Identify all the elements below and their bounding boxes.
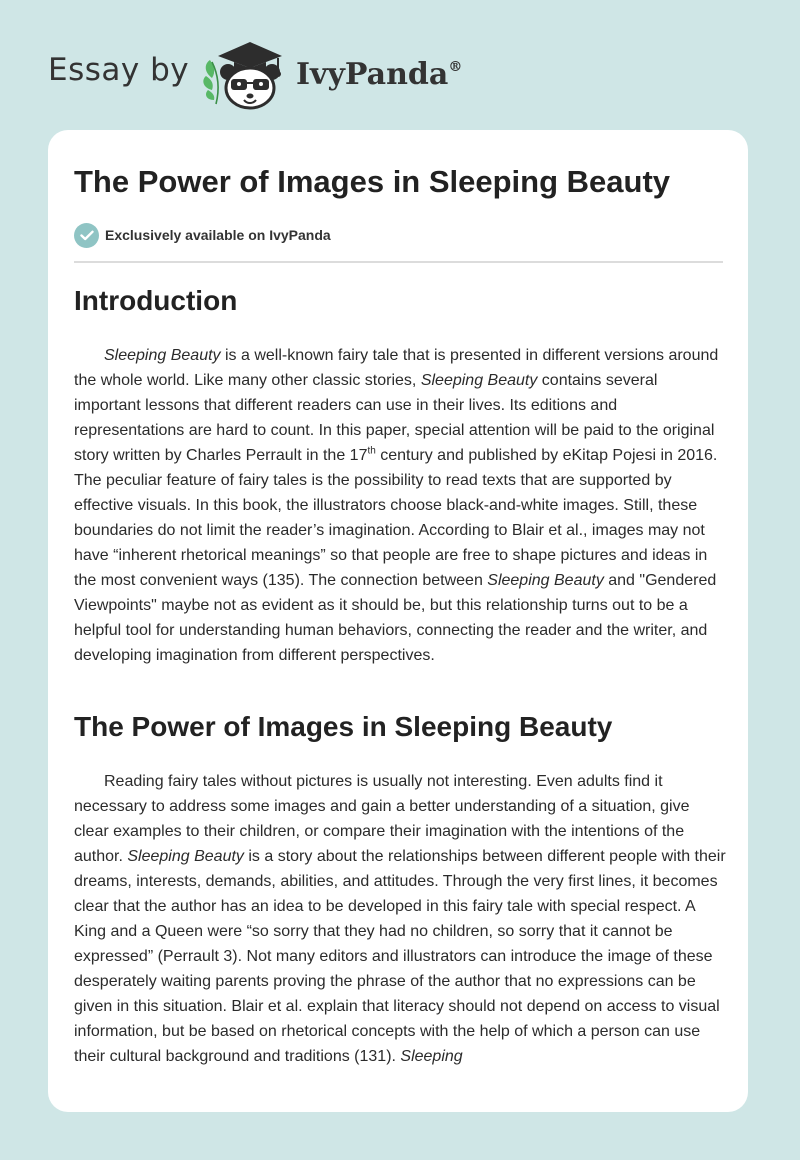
paragraph-text: is a story about the relationships between different people with their dreams, interests, demands, abilities, and attitudes. Through the very first lines, it becomes clear that the author has an idea to be developed in this fairy tale with special respect. A King and a Queen were “so sorry that they had no children, so sorry that it cannot be expressed” (Perrault 3). Not many editors and illustrators can introduce the image of these desperately waiting parents proving the phrase of the author that no expressions can be given in this situation. Blair et al. explain that literacy should not depend on access to visual information, but be based on rhetorical concepts with the help of which a person can use their cultural background and traditions (131).	[74, 848, 726, 1065]
paragraph-text: and "Gendered Viewpoints" maybe not as evident as it should be, but this relationship turns out to be a helpful tool for understanding human behaviors, connecting the reader and the writer, and developing imagination from different perspectives.	[74, 572, 717, 664]
section-paragraph-introduction	[74, 343, 726, 668]
paragraph-text: contains several important lessons that different readers can use in their lives. Its editions and representations are hard to count. In this paper, special attention will be paid to the original story written by Charles Perrault in the 17	[74, 372, 715, 464]
brand-header	[0, 0, 800, 130]
book-title-italic: Sleeping Beauty	[104, 347, 221, 364]
brand-name-text: IvyPanda	[296, 57, 449, 92]
ivypanda-logo[interactable]	[200, 38, 290, 110]
article-title: The Power of Images in Sleeping Beauty	[74, 164, 671, 199]
book-title-italic: Sleeping Beauty	[420, 372, 538, 389]
paragraph-text: Reading fairy tales without pictures is usually not interesting. Even adults find it necessary to address some images and gain a better understanding of a situation, give clear examples to their children, or compare their imagination with the intentions of the author.	[74, 773, 690, 865]
paragraph-text: century and published by eKitap Pojesi in 2016. The peculiar feature of fairy tales is the possibility to read texts that are supported by effective visuals. In this book, the illustrators choose black-and-white images. Still, these boundaries do not limit the reader’s imagination. According to Blair et al., images may not have “inherent rhetorical meanings” so that people are free to shape pictures and ideas in the most convenient ways (135). The connection between	[74, 447, 718, 589]
book-title-italic: Sleeping	[400, 1048, 463, 1065]
exclusive-label: Exclusively available on IvyPanda	[105, 227, 331, 243]
ordinal-suffix: th	[367, 445, 376, 457]
essay-by-label: Essay by	[48, 52, 190, 88]
book-title-italic: Sleeping Beauty	[487, 572, 604, 589]
exclusive-notice	[74, 222, 331, 248]
section-heading-power-of-images: The Power of Images in Sleeping Beauty	[74, 711, 613, 742]
section-heading-introduction: Introduction	[74, 285, 238, 316]
registered-mark: ®	[448, 59, 463, 75]
check-badge-icon	[74, 223, 99, 248]
article-card	[48, 130, 748, 1112]
panda-logo-icon	[200, 38, 290, 110]
brand-name[interactable]	[296, 57, 462, 92]
title-divider	[74, 261, 723, 263]
book-title-italic: Sleeping Beauty	[127, 848, 244, 865]
section-paragraph-power-of-images	[74, 769, 726, 1069]
paragraph-text: is a well-known fairy tale that is presented in different versions around the whole world. Like many other classic stories,	[74, 347, 719, 389]
